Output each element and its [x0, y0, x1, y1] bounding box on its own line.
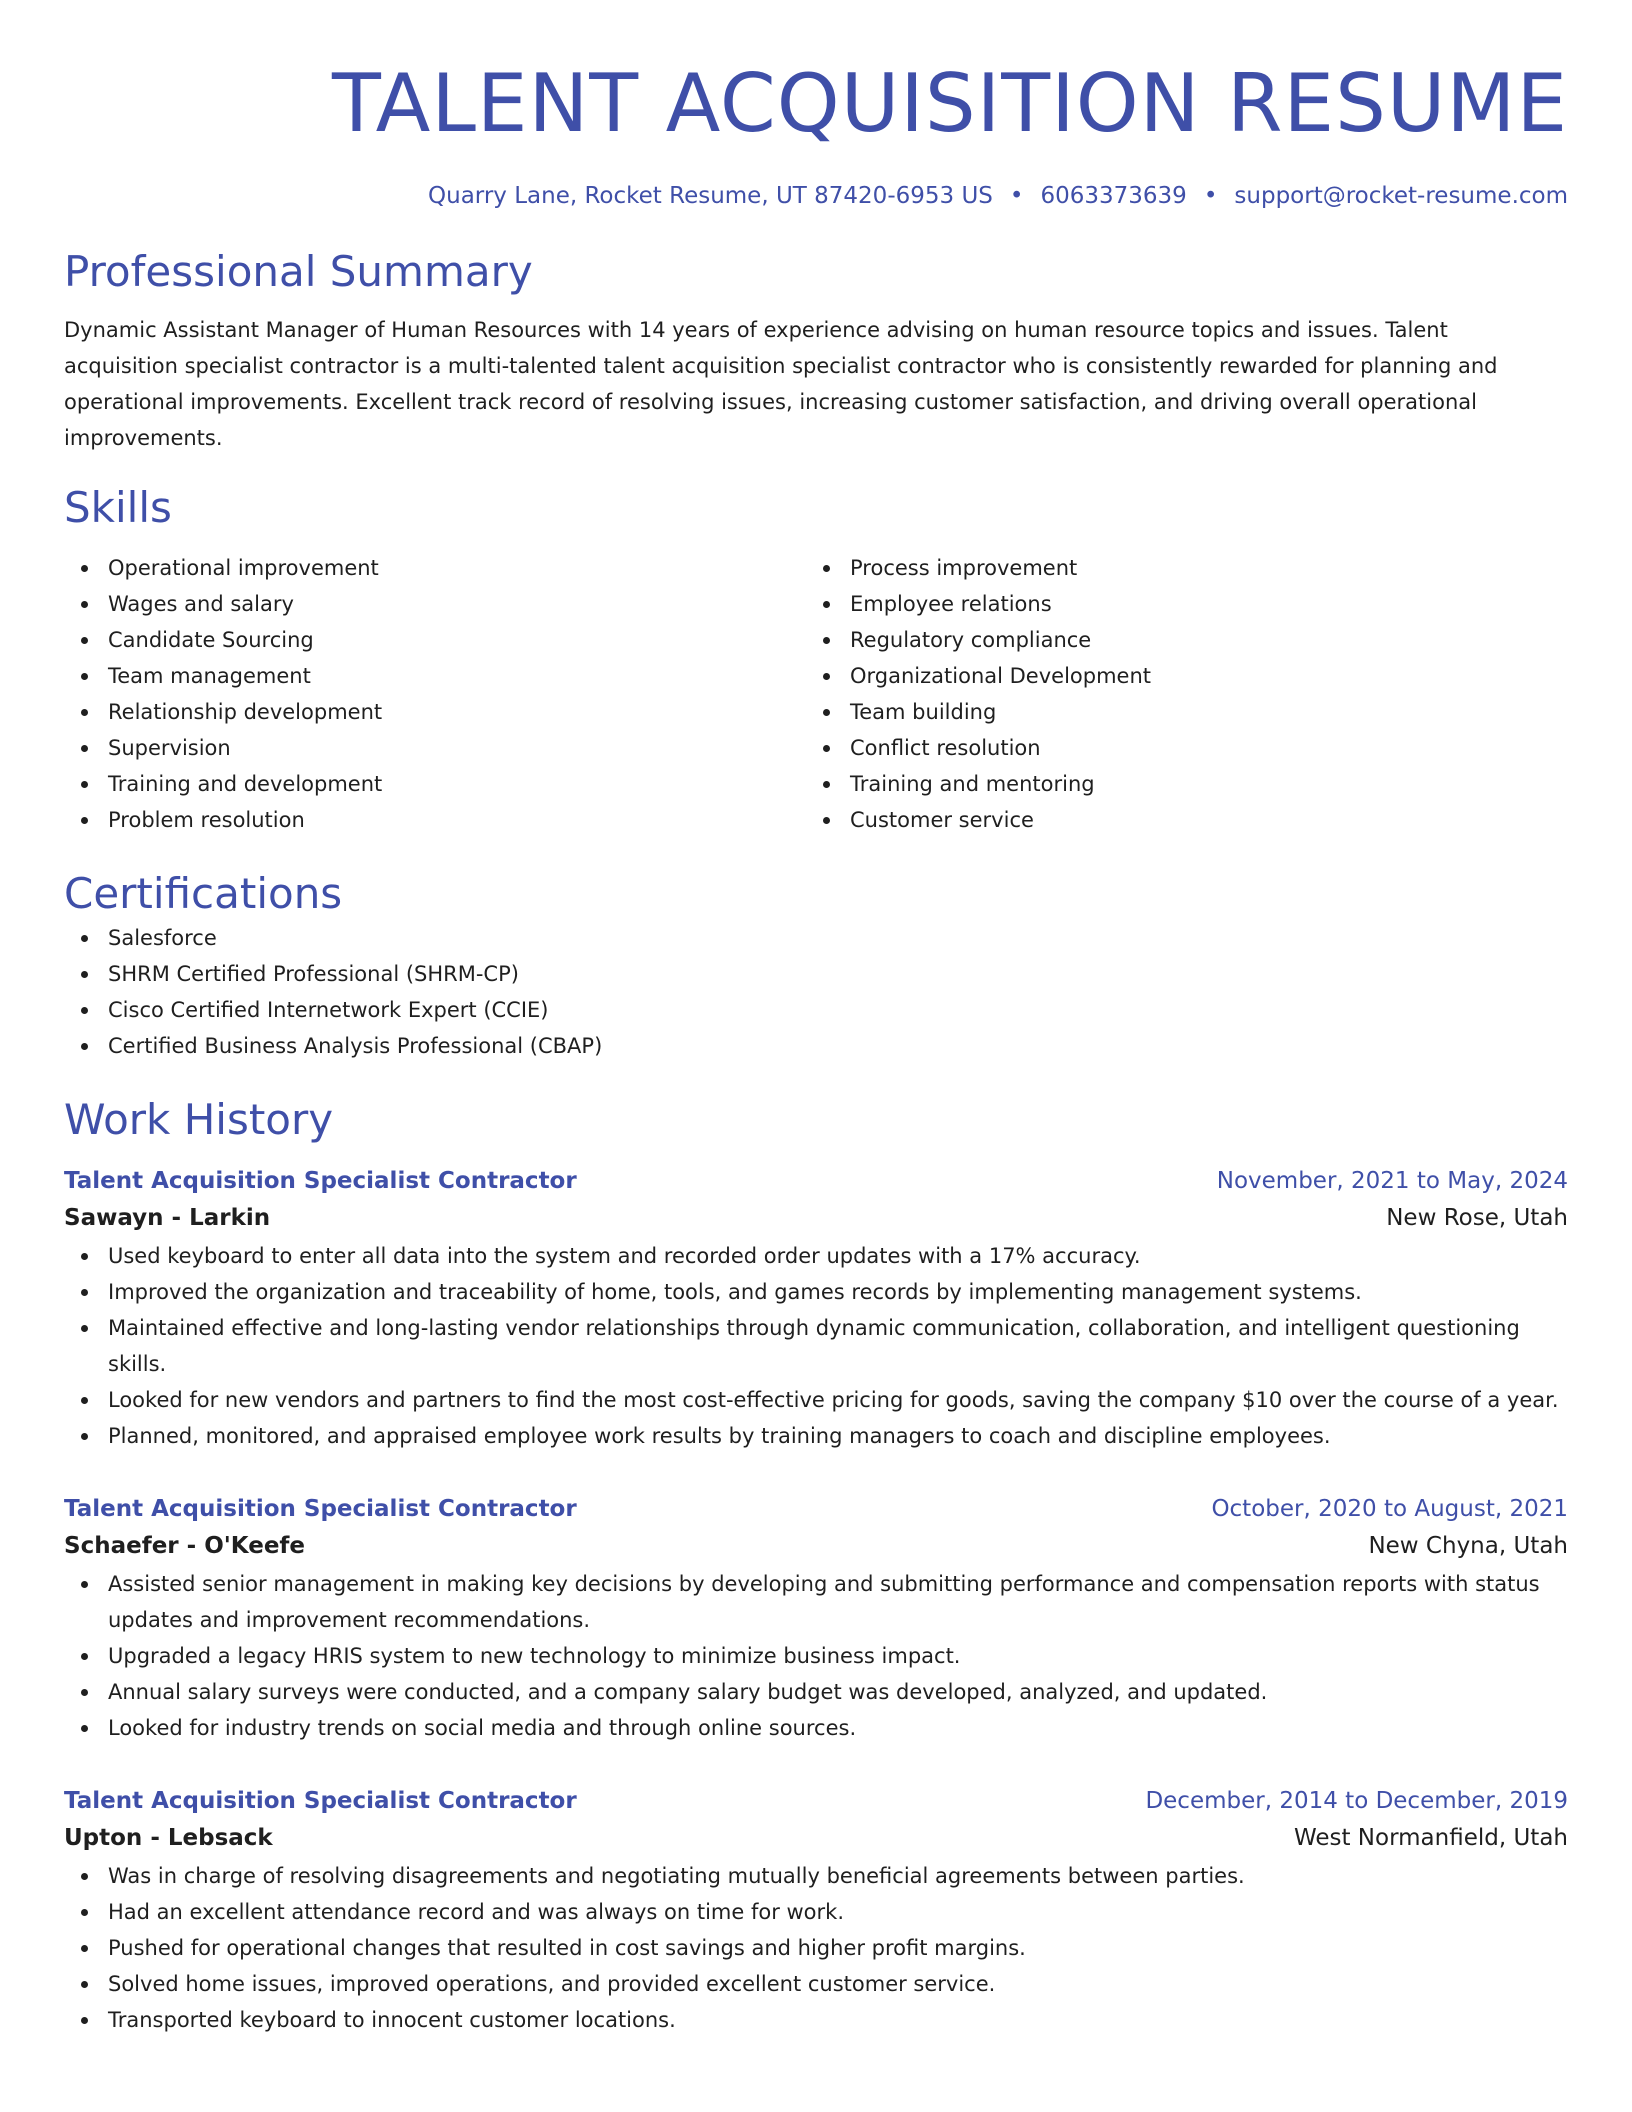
job-dates: October, 2020 to August, 2021 — [1211, 1496, 1568, 1522]
skill-item: Customer service — [806, 802, 1548, 838]
skill-item: Operational improvement — [64, 550, 806, 586]
job-entry — [64, 1492, 1568, 1746]
skills-grid — [64, 550, 1568, 838]
certification-item: Certified Business Analysis Professional (CBAP) — [64, 1028, 1568, 1064]
skill-item: Training and mentoring — [806, 766, 1548, 802]
resume-header — [64, 56, 1568, 212]
contact-phone: 6063373639 — [1040, 183, 1187, 209]
job-entry — [64, 1164, 1568, 1454]
certification-item: SHRM Certified Professional (SHRM-CP) — [64, 956, 1568, 992]
skill-item: Problem resolution — [64, 802, 806, 838]
job-company-row — [64, 1526, 1568, 1566]
job-company-row — [64, 1818, 1568, 1858]
work-history-heading: Work History — [64, 1095, 334, 1144]
job-bullet: Looked for industry trends on social media and through online sources. — [64, 1710, 1568, 1746]
skill-item: Process improvement — [806, 550, 1548, 586]
work-history-section — [64, 1094, 1568, 2038]
skill-item: Employee relations — [806, 586, 1548, 622]
skill-item: Candidate Sourcing — [64, 622, 806, 658]
job-bullet: Was in charge of resolving disagreements and negotiating mutually beneficial agreements between parties. — [64, 1858, 1568, 1894]
job-bullet: Had an excellent attendance record and was always on time for work. — [64, 1894, 1568, 1930]
skill-item: Conflict resolution — [806, 730, 1548, 766]
job-bullet: Pushed for operational changes that resulted in cost savings and higher profit margins. — [64, 1930, 1568, 1966]
skills-list-left — [64, 550, 806, 838]
summary-section — [64, 246, 1568, 456]
job-company-row — [64, 1198, 1568, 1238]
contact-separator: • — [1009, 183, 1024, 209]
contact-address: Quarry Lane, Rocket Resume, UT 87420-6953 US — [428, 183, 993, 209]
contact-email: support@rocket-resume.com — [1234, 183, 1568, 209]
certifications-section — [64, 868, 1568, 1064]
job-company: Sawayn - Larkin — [64, 1205, 271, 1231]
job-dates: December, 2014 to December, 2019 — [1145, 1788, 1568, 1814]
job-title: Talent Acquisition Specialist Contractor — [64, 1168, 577, 1194]
job-bullet: Improved the organization and traceability of home, tools, and games records by implementing management systems. — [64, 1274, 1568, 1310]
summary-heading: Professional Summary — [64, 247, 533, 296]
job-header-row — [64, 1784, 1568, 1818]
job-bullet: Upgraded a legacy HRIS system to new technology to minimize business impact. — [64, 1638, 1568, 1674]
certifications-heading: Certifications — [64, 869, 343, 918]
skill-item: Team building — [806, 694, 1548, 730]
resume-title: TALENT ACQUISITION RESUME — [331, 57, 1568, 150]
job-dates: November, 2021 to May, 2024 — [1216, 1168, 1568, 1194]
job-bullet-list — [64, 1566, 1568, 1746]
job-bullet: Planned, monitored, and appraised employee work results by training managers to coach and discipline employees. — [64, 1418, 1568, 1454]
job-bullet: Transported keyboard to innocent customer locations. — [64, 2002, 1568, 2038]
job-company: Schaefer - O'Keefe — [64, 1533, 306, 1559]
certification-item: Salesforce — [64, 920, 1568, 956]
certification-item: Cisco Certified Internetwork Expert (CCIE) — [64, 992, 1568, 1028]
job-title: Talent Acquisition Specialist Contractor — [64, 1496, 577, 1522]
job-bullet: Looked for new vendors and partners to find the most cost-effective pricing for goods, saving the company $10 over the course of a year. — [64, 1382, 1568, 1418]
skill-item: Organizational Development — [806, 658, 1548, 694]
job-bullet: Assisted senior management in making key decisions by developing and submitting performance and compensation reports with status updates and improvement recommendations. — [64, 1566, 1568, 1638]
skill-item: Relationship development — [64, 694, 806, 730]
skills-heading: Skills — [64, 483, 172, 532]
job-bullet: Solved home issues, improved operations, and provided excellent customer service. — [64, 1966, 1568, 2002]
job-title: Talent Acquisition Specialist Contractor — [64, 1788, 577, 1814]
contact-line — [64, 180, 1568, 212]
skills-section — [64, 482, 1568, 838]
skill-item: Training and development — [64, 766, 806, 802]
job-bullet-list — [64, 1238, 1568, 1454]
skills-list-right — [806, 550, 1548, 838]
skill-item: Team management — [64, 658, 806, 694]
skill-item: Wages and salary — [64, 586, 806, 622]
job-location: New Rose, Utah — [1386, 1205, 1568, 1231]
skill-item: Regulatory compliance — [806, 622, 1548, 658]
contact-separator: • — [1203, 183, 1218, 209]
job-location: New Chyna, Utah — [1368, 1533, 1568, 1559]
job-company: Upton - Lebsack — [64, 1825, 273, 1851]
job-bullet-list — [64, 1858, 1568, 2038]
job-header-row — [64, 1492, 1568, 1526]
job-bullet: Used keyboard to enter all data into the system and recorded order updates with a 17% accuracy. — [64, 1238, 1568, 1274]
certifications-list — [64, 920, 1568, 1064]
job-header-row — [64, 1164, 1568, 1198]
skill-item: Supervision — [64, 730, 806, 766]
job-location: West Normanfield, Utah — [1293, 1825, 1568, 1851]
summary-text: Dynamic Assistant Manager of Human Resources with 14 years of experience advising on human resource topics and issues. Talent acquisition specialist contractor is a multi-talented talent acquisition specialist contractor who is consistently rewarded for planning and operational improvements. Excellent track record of resolving issues, increasing customer satisfaction, and driving overall operational improvements. — [64, 318, 1498, 450]
job-bullet: Maintained effective and long-lasting vendor relationships through dynamic communication, collaboration, and intelligent questioning skills. — [64, 1310, 1568, 1382]
job-bullet: Annual salary surveys were conducted, and a company salary budget was developed, analyzed, and updated. — [64, 1674, 1568, 1710]
job-entry — [64, 1784, 1568, 2038]
